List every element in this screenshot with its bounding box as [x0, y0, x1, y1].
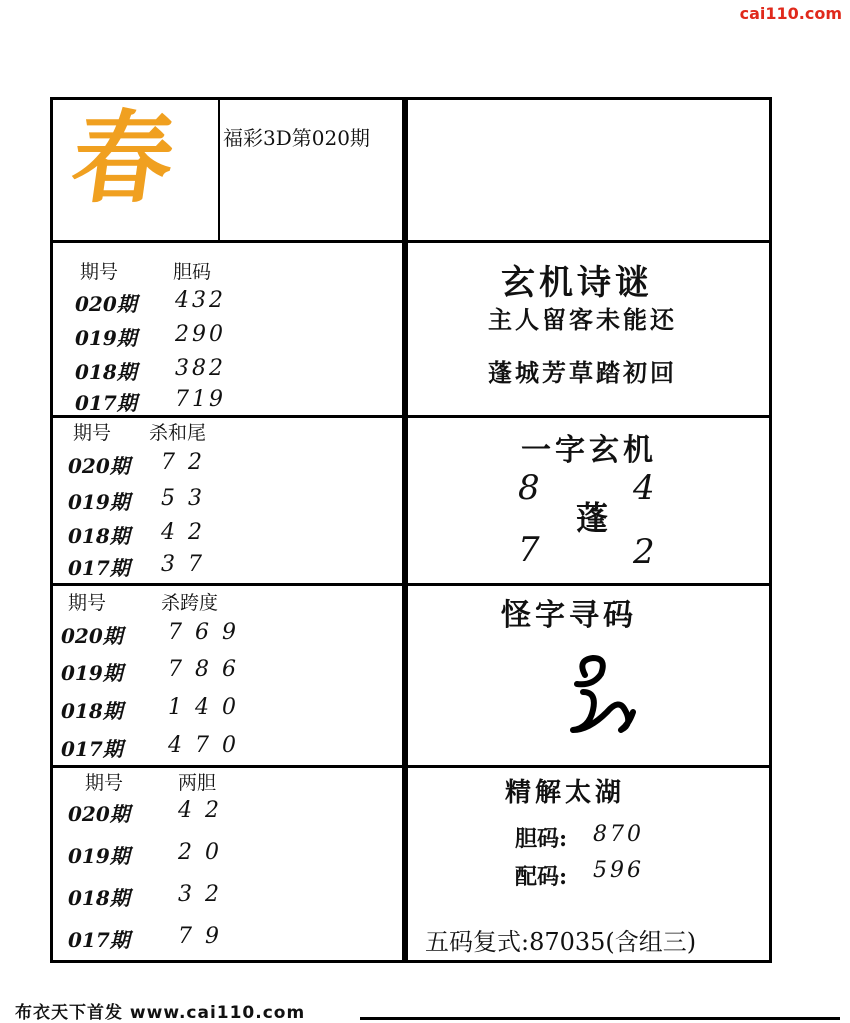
strange-glyph-icon	[563, 650, 643, 735]
s3-row-period: 019期	[61, 661, 123, 685]
s4-row-value: 7 9	[178, 924, 222, 949]
s3-row-period: 018期	[61, 699, 123, 723]
s4-row-period: 020期	[68, 802, 130, 826]
s2-row-value: 3 7	[161, 552, 205, 577]
s3-row-value: 7 8 6	[168, 657, 239, 682]
s2-row-period: 018期	[68, 524, 130, 548]
footer-text: 布衣天下首发 www.cai110.com	[15, 1003, 306, 1023]
center-divider	[402, 100, 408, 960]
s4-row-period: 018期	[68, 886, 130, 910]
pei-value: 596	[593, 858, 644, 883]
taihu-title: 精解太湖	[505, 778, 626, 808]
oneword-digit-top-right: 4	[633, 468, 655, 508]
strange-title: 怪字寻码	[501, 598, 637, 633]
s4-row-value: 3 2	[178, 882, 222, 907]
season-character: 春	[64, 99, 182, 217]
footer-underline	[360, 1017, 840, 1020]
riddle-title: 玄机诗谜	[501, 263, 653, 303]
oneword-title: 一字玄机	[521, 433, 657, 468]
s3-col1-header: 期号	[68, 592, 107, 614]
s1-row-value: 382	[175, 356, 226, 381]
dan-label: 胆码:	[515, 826, 568, 852]
dan-value: 870	[593, 822, 644, 847]
s4-col2-header: 两胆	[178, 772, 217, 794]
left-line-2	[53, 583, 402, 586]
s2-row-value: 7 2	[161, 450, 205, 475]
s1-col1-header: 期号	[80, 261, 119, 283]
combo-text: 五码复式:87035(含组三)	[425, 928, 697, 956]
s2-row-period: 017期	[68, 556, 130, 580]
s1-row-value: 290	[175, 322, 226, 347]
s1-row-period: 020期	[75, 292, 137, 316]
s1-row-period: 019期	[75, 326, 137, 350]
s4-row-value: 2 0	[178, 840, 222, 865]
s4-row-period: 019期	[68, 844, 130, 868]
s2-row-value: 4 2	[161, 520, 205, 545]
s3-row-period: 020期	[61, 624, 123, 648]
oneword-digit-bottom-right: 2	[633, 532, 655, 572]
header-bottom-line	[53, 240, 769, 243]
s3-row-value: 4 7 0	[168, 733, 239, 758]
right-line-1	[408, 415, 769, 418]
oneword-digit-bottom-left: 7	[518, 530, 540, 570]
oneword-center-char: 蓬	[576, 499, 609, 537]
header-divider	[218, 100, 220, 240]
right-line-3	[408, 765, 769, 768]
s1-col2-header: 胆码	[173, 261, 212, 283]
riddle-line-2: 蓬城芳草踏初回	[488, 358, 677, 387]
s3-row-value: 7 6 9	[168, 620, 239, 645]
s1-row-value: 719	[175, 387, 226, 412]
period-title: 福彩3D第020期	[223, 126, 370, 150]
s2-col2-header: 杀和尾	[149, 422, 207, 444]
oneword-digit-top-left: 8	[518, 468, 540, 508]
s1-row-period: 018期	[75, 360, 137, 384]
pei-label: 配码:	[515, 864, 568, 890]
riddle-line-1: 主人留客未能还	[488, 305, 677, 334]
s4-row-period: 017期	[68, 928, 130, 952]
right-line-2	[408, 583, 769, 586]
site-watermark: cai110.com	[739, 4, 842, 23]
s2-row-period: 019期	[68, 490, 130, 514]
s2-row-period: 020期	[68, 454, 130, 478]
s2-col1-header: 期号	[73, 422, 112, 444]
s2-row-value: 5 3	[161, 486, 205, 511]
s1-row-period: 017期	[75, 391, 137, 415]
s3-col2-header: 杀跨度	[161, 592, 219, 614]
s3-row-value: 1 4 0	[168, 695, 239, 720]
lottery-board	[50, 97, 772, 963]
s4-col1-header: 期号	[85, 772, 124, 794]
s4-row-value: 4 2	[178, 798, 222, 823]
s3-row-period: 017期	[61, 737, 123, 761]
s1-row-value: 432	[175, 288, 226, 313]
